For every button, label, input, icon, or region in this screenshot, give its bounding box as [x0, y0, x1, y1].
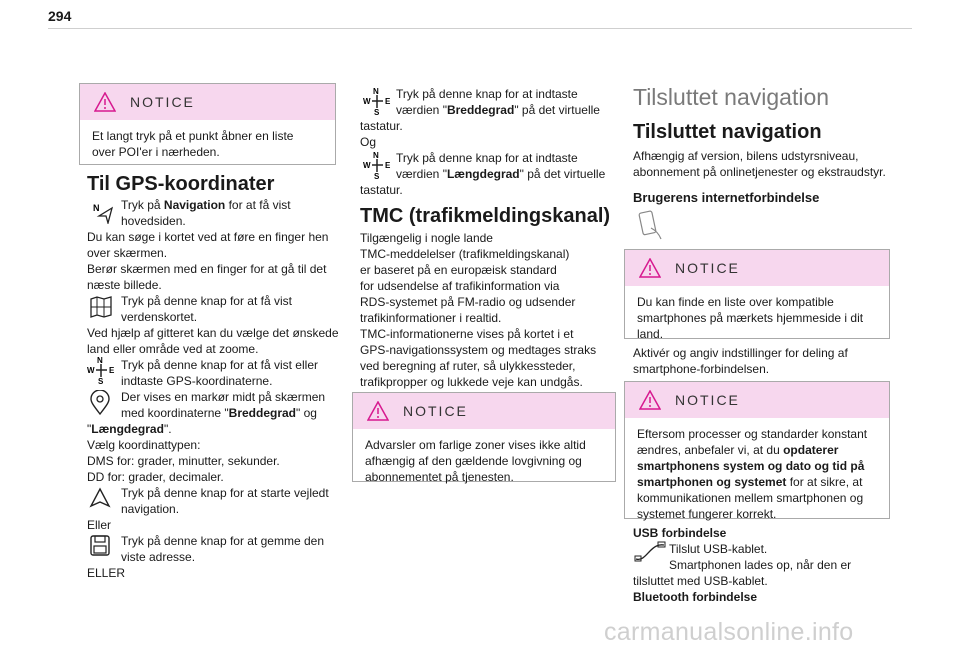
tmc-line: RDS-systemet på FM-radio og udsender [360, 295, 576, 309]
notice-header [80, 84, 335, 120]
notice-box-hazard [352, 392, 616, 482]
save-text: Tryk på denne knap for at gemme den [121, 534, 325, 548]
navigation-arrow-icon [92, 202, 116, 224]
notice-text: Advarsler om farlige zoner vises ikke altid afhængig af den gældende lovgivning og abonnementet på tjenesten. [365, 438, 586, 484]
body-text: smartphone-forbindelsen. [633, 362, 770, 376]
latitude-text-2: værdien "Breddegrad" på det virtuelle [396, 103, 600, 117]
smartphone-icon [637, 210, 663, 240]
watermark: carmanualsonline.info [604, 618, 854, 646]
svg-text:E: E [385, 161, 391, 170]
body-text: Du kan søge i kortet ved at føre en finger hen [87, 230, 329, 244]
svg-text:E: E [109, 366, 115, 375]
latitude-text: Tryk på denne knap for at indtaste [396, 87, 578, 101]
tmc-line: ved beregning af ruter, så ulykkessteder, [360, 359, 576, 373]
map-text-2: verdenskortet. [121, 310, 198, 324]
usb-text: Tilslut USB-kablet. [669, 542, 768, 556]
map-pin-icon [89, 390, 111, 416]
nav-text-2: hovedsiden. [121, 214, 186, 228]
longitude-text: Tryk på denne knap for at indtaste [396, 151, 578, 165]
svg-text:W: W [87, 366, 95, 375]
go-text-2: navigation. [121, 502, 180, 516]
map-icon [88, 295, 114, 319]
body-text: tastatur. [360, 119, 403, 133]
svg-text:W: W [363, 161, 371, 170]
gps-text-2: indtaste GPS-koordinaterne. [121, 374, 273, 388]
tmc-line: TMC-meddelelser (trafikmeldingskanal) [360, 247, 570, 261]
body-text: abonnement på onlinetjenester og ekstraudstyr. [633, 165, 886, 179]
tmc-line: trafikinformationer i realtid. [360, 311, 502, 325]
start-navigation-icon [89, 487, 111, 509]
warning-icon [367, 401, 389, 421]
nav-text: Tryk på Navigation for at få vist [121, 198, 291, 212]
usb-text-2: Smartphonen lades op, når den er [669, 558, 852, 572]
section-heading-tmc: TMC (trafikmeldingskanal) [360, 205, 611, 227]
notice-text: Du kan finde en liste over kompatible smartphones på mærkets hjemmeside i dit land. [637, 295, 864, 341]
subheading-internet: Brugerens internetforbindelse [633, 190, 820, 205]
tmc-body [360, 230, 600, 390]
svg-text:W: W [363, 97, 371, 106]
notice-box-poi [79, 83, 336, 165]
compass-icon [86, 355, 116, 385]
notice-title: NOTICE [130, 94, 195, 110]
svg-text:N: N [97, 356, 103, 365]
body-text: ELLER [87, 566, 126, 580]
usb-cable-icon [634, 541, 666, 563]
body-text: Vælg koordinattypen: [87, 438, 201, 452]
save-text-2: viste adresse. [121, 550, 196, 564]
gps-text: Tryk på denne knap for at få vist eller [121, 358, 318, 372]
tmc-line: TMC-informationerne vises på kortet i et [360, 327, 574, 341]
save-icon [89, 533, 111, 557]
pin-text-2: med koordinaterne "Breddegrad" og [121, 406, 317, 420]
notice-header [625, 382, 889, 418]
warning-icon [94, 92, 116, 112]
subheading-usb: USB forbindelse [633, 526, 727, 540]
notice-text: Et langt tryk på et punkt åbner en liste over POI'er i nærheden. [92, 129, 294, 159]
go-text: Tryk på denne knap for at starte vejledt [121, 486, 329, 500]
svg-text:N: N [373, 151, 379, 160]
body-text: Aktivér og angiv indstillinger for deling af [633, 346, 848, 360]
tmc-line: trafikpropper og lukkede veje kan undgås. [360, 375, 583, 389]
svg-text:N: N [373, 87, 379, 96]
notice-title: NOTICE [675, 392, 740, 408]
body-text: DD for: grader, decimaler. [87, 470, 224, 484]
compass-icon [362, 86, 392, 116]
body-text: Og [360, 135, 377, 149]
body-text: tastatur. [360, 183, 403, 197]
tmc-line: for udsendelse af trafikinformation via [360, 279, 560, 293]
warning-icon [639, 258, 661, 278]
body-text: DMS for: grader, minutter, sekunder. [87, 454, 280, 468]
section-heading-connected: Tilsluttet navigation [633, 121, 822, 143]
body-text: Berør skærmen med en finger for at gå til det [87, 262, 327, 276]
body-text: næste billede. [87, 278, 162, 292]
header-rule [48, 28, 912, 29]
body-text: land eller område ved at zoome. [87, 342, 259, 356]
subheading-bluetooth: Bluetooth forbindelse [633, 590, 757, 604]
pin-text: Der vises en markør midt på skærmen [121, 390, 326, 404]
svg-text:N: N [93, 203, 100, 213]
compass-icon [362, 150, 392, 180]
notice-header [625, 250, 889, 286]
tmc-line: Tilgængelig i nogle lande [360, 231, 493, 245]
body-text: over skærmen. [87, 246, 168, 260]
body-text: tilsluttet med USB-kablet. [633, 574, 768, 588]
svg-text:S: S [98, 377, 104, 385]
notice-title: NOTICE [675, 260, 740, 276]
notice-box-compatible [624, 249, 890, 339]
page-number: 294 [48, 8, 72, 24]
longitude-text-2: værdien "Længdegrad" på det virtuelle [396, 167, 606, 181]
notice-text: Eftersom processer og standarder konstant ændres, anbefaler vi, at du opdaterer smartphonens system og dato og tid på smartphonen og systemet for at sikre, at kommunikationen mellem smartphonen og systemet fungerer korrekt. [637, 427, 868, 521]
tmc-line: er baseret på en europæisk standard [360, 263, 557, 277]
notice-header [353, 393, 615, 429]
pin-text-3: "Længdegrad". [87, 422, 172, 436]
section-heading-gps: Til GPS-koordinater [87, 173, 275, 195]
warning-icon [639, 390, 661, 410]
body-text: Ved hjælp af gitteret kan du vælge det ønskede [87, 326, 339, 340]
body-text: Eller [87, 518, 112, 532]
tmc-line: GPS-navigationssystem og medtages straks [360, 343, 597, 357]
notice-title: NOTICE [403, 403, 468, 419]
body-text: Afhængig af version, bilens udstyrsniveau, [633, 149, 859, 163]
svg-text:S: S [374, 108, 380, 116]
notice-box-update [624, 381, 890, 519]
svg-text:E: E [385, 97, 391, 106]
chapter-title: Tilsluttet navigation [633, 84, 830, 110]
map-text: Tryk på denne knap for at få vist [121, 294, 292, 308]
svg-text:S: S [374, 172, 380, 180]
